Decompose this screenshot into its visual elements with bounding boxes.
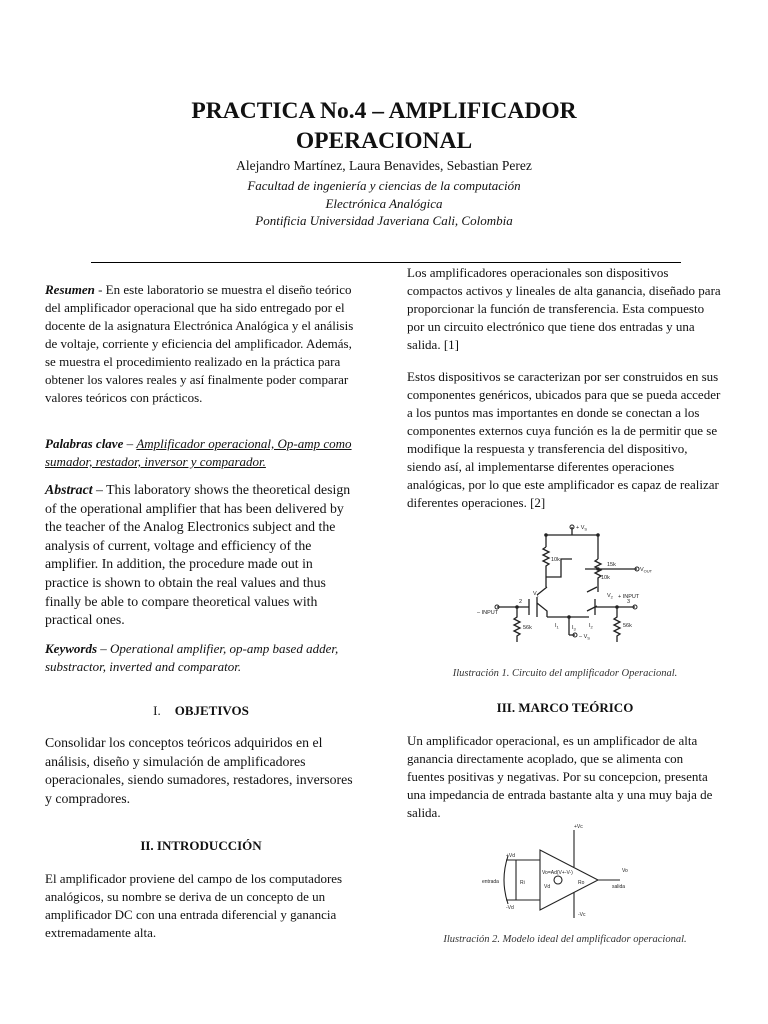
right-paragraph-2: Estos dispositivos se caracterizan por ser construidos en sus componentes genéricos, ubicados para que se pueda acceder a los puntos mas importantes en donde se conectan a los componentes externos cuya función es la de permitir que se modifique la respuesta y transferencia del dispositivo, siendo así, al implementarse diferentes operaciones analógicas, por lo que este amplificador es capaz de realizar diferentes operaciones. [2] — [407, 369, 721, 510]
abstract-paragraph — [45, 481, 357, 630]
objetivos-paragraph: Consolidar los conceptos teóricos adquiridos en el análisis, diseño y simulación de amplificadores operacionales, siendo sumadores, restadores, inversores y compradores. — [45, 735, 353, 806]
resumen-paragraph — [45, 281, 357, 407]
fig2-pvcc: +Vc — [574, 824, 583, 830]
section-objetivos-heading — [45, 703, 357, 719]
figure-1-caption: Ilustración 1. Circuito del amplificador Operacional. — [452, 668, 678, 679]
fig1-r2: 10k — [601, 575, 610, 581]
fig1-v2: $V_2$ — [607, 593, 613, 600]
header-divider — [91, 262, 681, 263]
fig1-vout: $V_{OUT}$ — [640, 567, 653, 574]
fig1-plus-input: + INPUT — [618, 594, 640, 600]
title-line-1: PRACTICA No.4 – AMPLIFICADOR — [191, 98, 577, 124]
opamp-triangle — [540, 850, 598, 910]
section-marco-teorico-heading: III. MARCO TEÓRICO — [496, 700, 634, 715]
palabras-clave-text: Amplificador operacional, Op-amp como sumador, restador, inversor y comparador. — [45, 436, 352, 469]
fig1-i2: $I_2$ — [589, 623, 593, 630]
section-introduccion-heading: II. INTRODUCCIÓN — [140, 838, 262, 853]
fig2-mvd: -Vd — [506, 905, 514, 911]
resumen-label: Resumen — [45, 282, 95, 297]
fig1-i3: $I_3$ — [572, 625, 576, 632]
abstract-label: Abstract — [45, 482, 93, 497]
marco-teorico-paragraph: Un amplificador operacional, es un amplificador de alta ganancia directamente acoplado, que se alimenta con fuentes positivas y negativas. Por su concepcion, presenta una impedancia de entrada bastante alta y una muy baja de salida. — [407, 733, 713, 820]
paper-title — [0, 96, 768, 156]
right-paragraph-1: Los amplificadores operacionales son dispositivos compactos activos y lineales de alta ganancia, diseñado para proporcionar la función de transferencia. Esta compuesto por un circuito electrónico que tiene dos entradas y una salida. [1] — [407, 265, 721, 352]
fig1-vplus: + $V_S$ — [576, 525, 588, 532]
fig1-r4: 56k — [523, 625, 532, 631]
affiliation-faculty: Facultad de ingeniería y ciencias de la computación — [247, 178, 521, 193]
figure-2-caption: Ilustración 2. Modelo ideal del amplificador operacional. — [443, 934, 687, 945]
fig2-entrada: entrada — [482, 879, 499, 885]
fig1-v1: $V_1$ — [533, 591, 539, 598]
fig2-ri: Ri — [520, 880, 525, 886]
abstract-text: – This laboratory shows the theoretical design of the operational amplifier that has been delivered by the teacher of the Analog Electronics subject and the analysis of current, voltage and efficiency of the amplifier. In addition, the procedure made out in practice is shown to obtain the real values and thus finally be able to compare theoretical values with practical ones. — [45, 482, 351, 628]
section-objetivos-number: I. — [153, 703, 161, 718]
fig1-r3: 15k — [607, 562, 616, 568]
keywords-label: Keywords — [45, 641, 97, 656]
fig1-i1: $I_1$ — [555, 623, 559, 630]
fig2-vo: Vo — [622, 868, 628, 874]
affiliation-course: Electrónica Analógica — [325, 195, 443, 211]
title-line-2: OPERACIONAL — [295, 128, 473, 154]
resistor-10k-left — [543, 547, 549, 587]
fig2-pvd: +Vd — [506, 853, 516, 859]
fig1-vminus: – $V_S$ — [579, 634, 590, 641]
fig2-ro: Ro — [578, 880, 585, 886]
fig1-r1: 10k — [551, 557, 560, 563]
fig2-mvcc: -Vc — [578, 912, 586, 918]
fig1-node-2: 2 — [519, 599, 523, 605]
fig1-node-3: 3 — [627, 599, 631, 605]
fig1-r5: 56k — [623, 623, 632, 629]
fig2-vd: Vd — [544, 884, 551, 890]
fig2-gain: Vo=Ad(V+-V-) — [542, 870, 573, 876]
palabras-clave-paragraph — [45, 435, 357, 471]
introduccion-paragraph: El amplificador proviene del campo de los computadores analógicos, su nombre se deriva de un concepto de un amplificador DC con una entrada diferencial y ganancia extremadamente alta. — [45, 871, 343, 940]
section-objetivos-title: OBJETIVOS — [174, 703, 249, 718]
affiliation — [0, 177, 768, 230]
figure-1-circuit — [477, 517, 653, 650]
fig1-minus-input: – INPUT — [477, 610, 499, 616]
fig2-salida: salida — [612, 884, 626, 890]
palabras-clave-label: Palabras clave — [45, 436, 124, 451]
keywords-text: – Operational amplifier, op-amp based adder, substractor, inverted and comparator. — [45, 641, 339, 674]
authors: Alejandro Martínez, Laura Benavides, Sebastian Perez — [236, 158, 532, 173]
figure-2-ideal-opamp — [478, 822, 638, 926]
resumen-text: - En este laboratorio se muestra el diseño teórico del amplificador operacional que ha sido entregado por el docente de la asignatura Electrónica Analógica y el análisis de voltaje, corriente y eficiencia del amplificador. Además, se muestra el procedimiento realizado en la práctica para obtener los valores reales y así finalmente poder comparar valores teóricos con prácticos. — [45, 282, 354, 405]
palabras-clave-dash: – — [123, 436, 137, 451]
keywords-paragraph — [45, 640, 357, 676]
affiliation-university: Pontificia Universidad Javeriana Cali, Colombia — [255, 213, 513, 228]
